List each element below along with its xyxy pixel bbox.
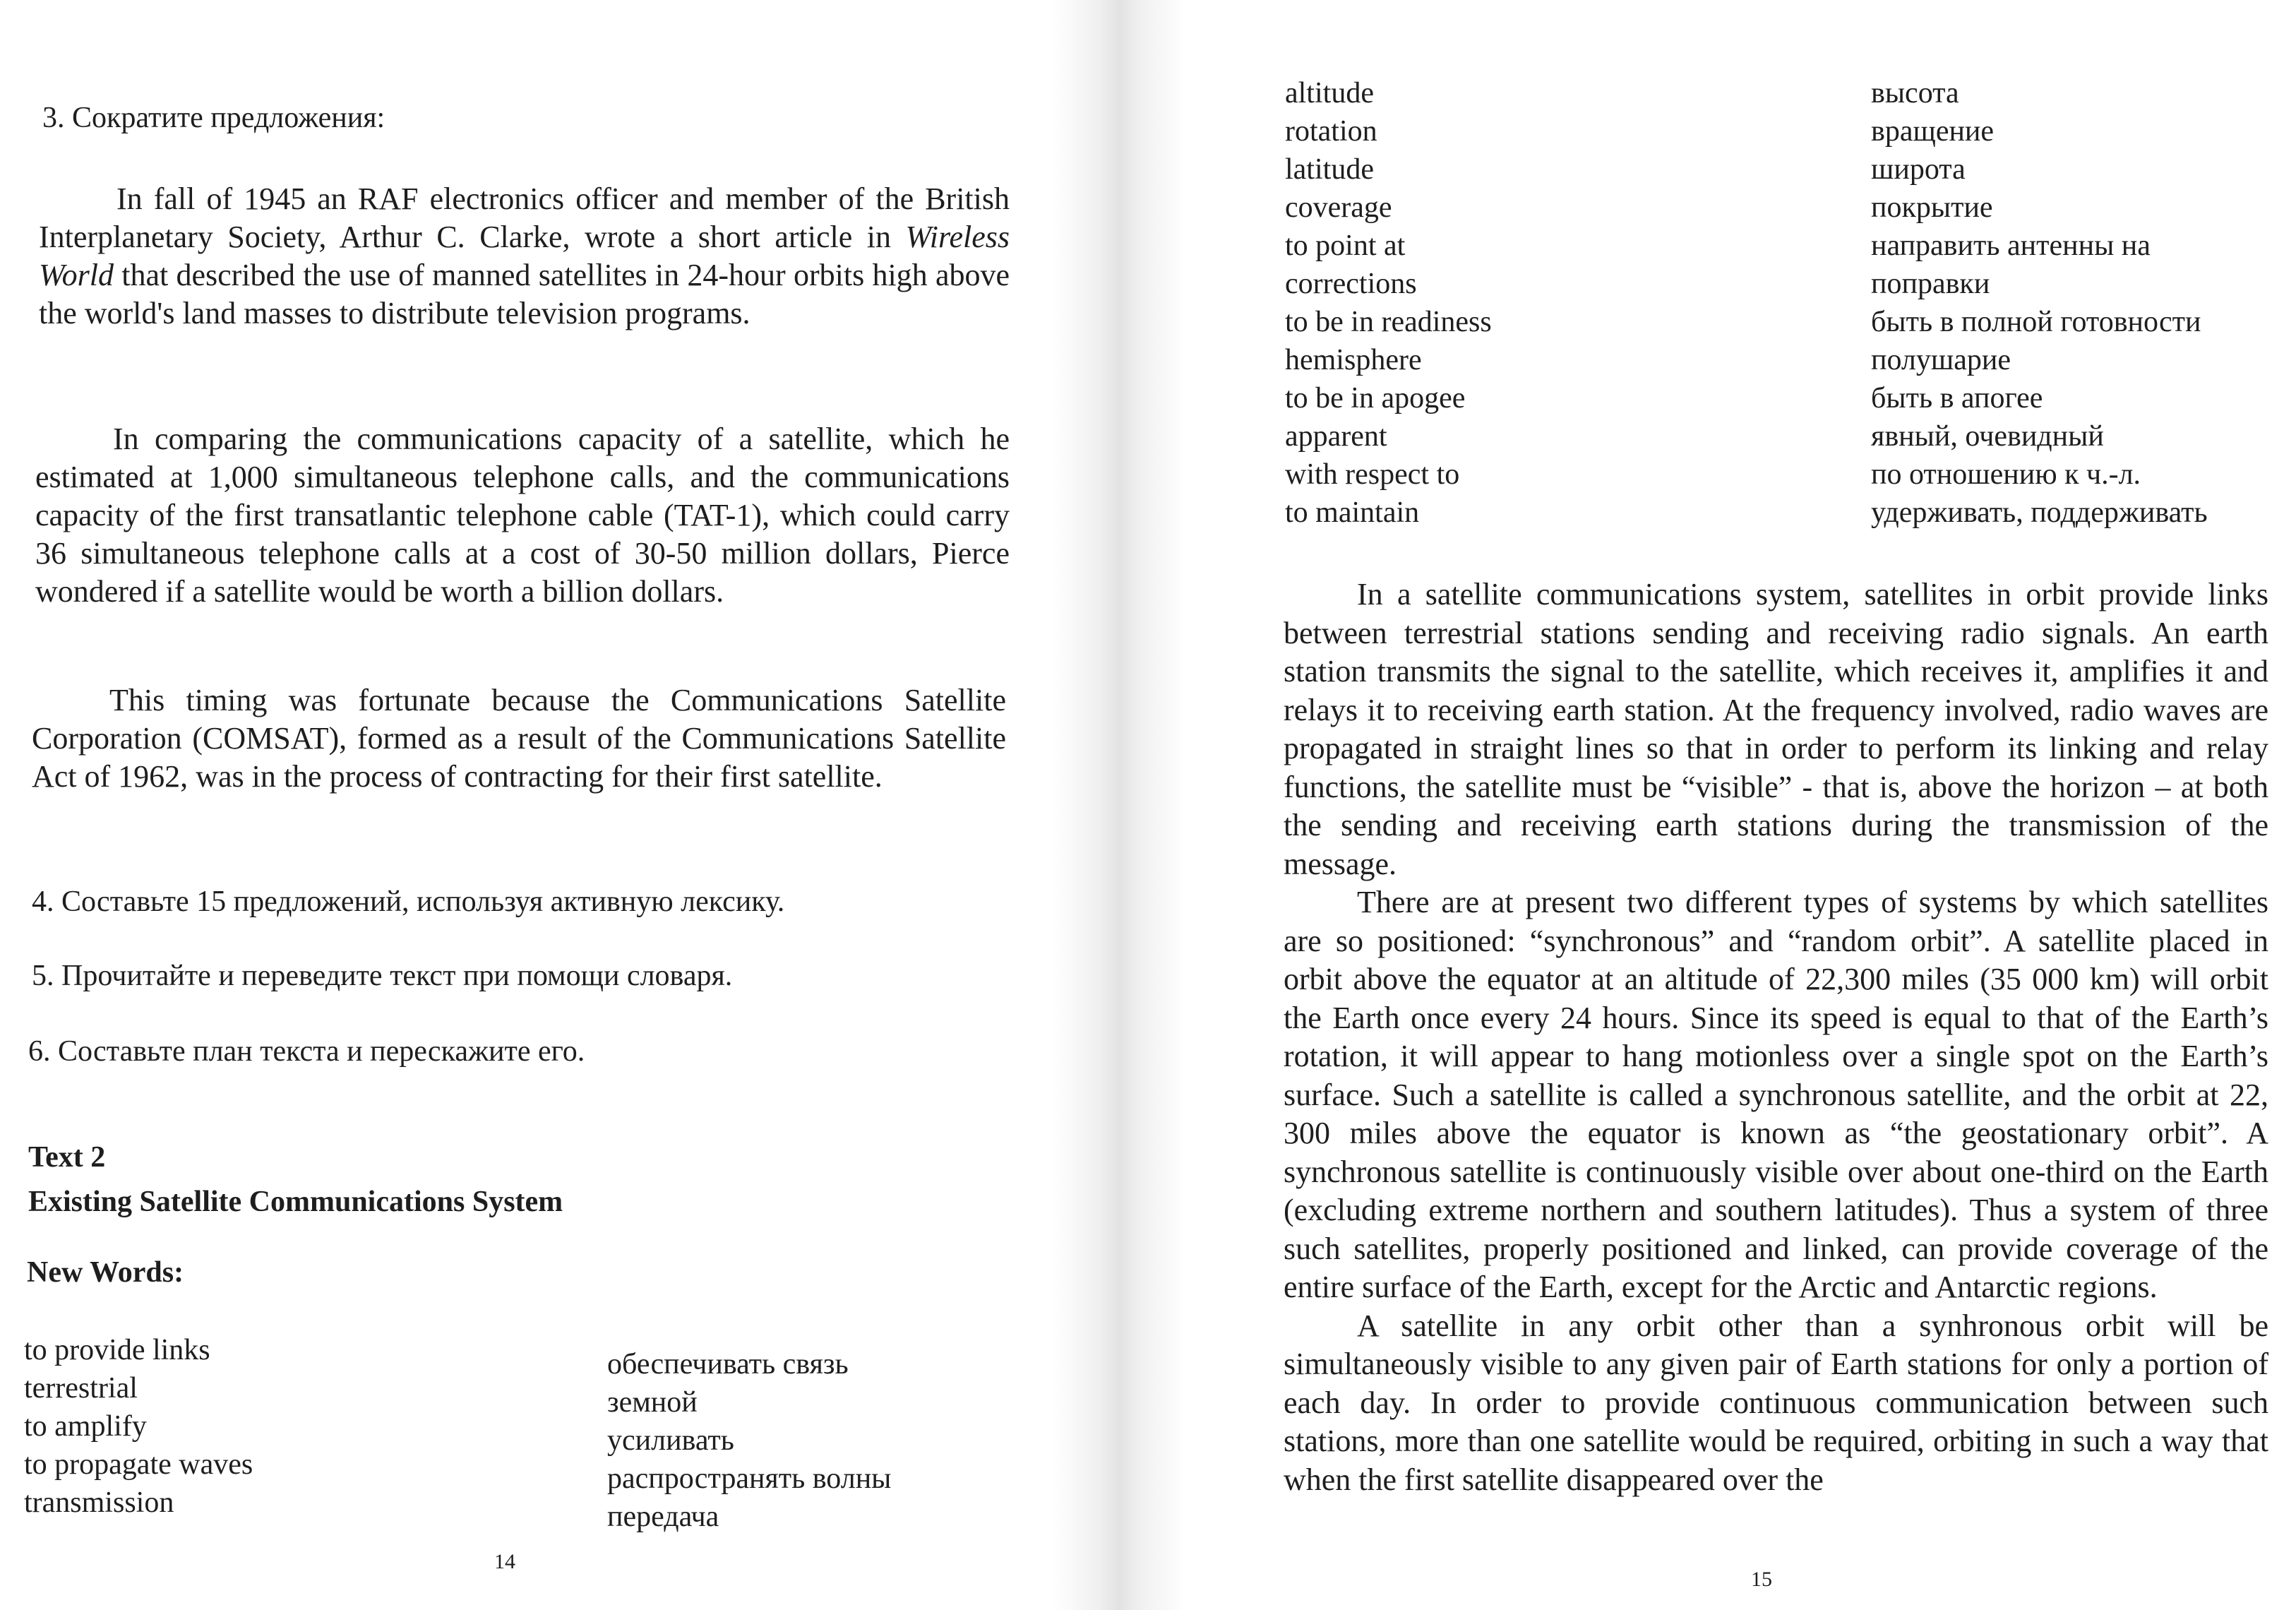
right-paragraph-2: There are at present two different types of systems by which satellites are so positioned: “synchronous” and “random orbit”. A satellite placed in orbit above the equator at an altitude of 22,300 miles (35 000 km) will orbit the Earth once every 24 hours. Since its speed is equal to that of the Earth’s rotation, it will appear to hang motionless over a single spot on the Earth’s surface. Such a satellite is called a synchronous satellite, and the orbit at 22, 300 miles above the equator is known as “the geostationary orbit”. A synchronous satellite is continuously visible over about one-third on the Earth (excluding extreme northern and southern latitudes). Thus a system of three such satellites, properly positioned and linked, can provide coverage of the entire surface of the Earth, except for the Arctic and Antarctic regions. (1284, 885, 2268, 1304)
vocab-ru-item: высота (1871, 77, 1959, 109)
vocab-ru-item: полушарие (1871, 344, 2011, 376)
task-6: 6. Составьте план текста и перескажите его. (28, 1035, 585, 1068)
vocab-ru-item: передача (607, 1501, 719, 1533)
vocab-en-item: apparent (1285, 420, 1387, 453)
right-page (1144, 0, 2296, 1610)
vocab-ru-item: обеспечивать связь (607, 1348, 849, 1381)
vocab-en-item: to point at (1285, 229, 1406, 262)
new-words-heading: New Words: (27, 1256, 184, 1289)
text-title: Existing Satellite Communications System (28, 1186, 563, 1218)
left-paragraph-2: In comparing the communications capacity of a satellite, which he estimated at 1,000 simultaneous telephone calls, and the communications capacity of the first transatlantic telephone cable (TAT-1), which could carry 36 simultaneous telephone calls at a cost of 30-50 million dollars, Pierce wondered if a satellite would be worth a billion dollars. (35, 422, 1010, 609)
vocab-en-item: transmission (24, 1486, 174, 1519)
vocab-ru-item: направить антенны на (1871, 229, 2151, 262)
text-heading: Text 2 (28, 1141, 106, 1174)
vocab-ru-item: земной (607, 1386, 698, 1419)
vocab-ru-item: распространять волны (607, 1462, 892, 1495)
vocab-en-item: coverage (1285, 191, 1392, 224)
left-page (0, 0, 1108, 1610)
vocab-en-item: to be in readiness (1285, 306, 1492, 338)
vocab-en-item: terrestrial (24, 1372, 138, 1405)
right-paragraph-1: In a satellite communications system, satellites in orbit provide links between terrestrial stations sending and receiving radio signals. An earth station transmits the signal to the satellite, which receives it, amplifies it and relays it to receiving earth station. At the frequency involved, radio waves are propagated in straight lines so that in order to perform its linking and relay functions, the satellite must be “visible” - that is, above the horizon – at both the sending and receiving earth stations during the transmission of the message. (1284, 577, 2268, 881)
right-body-text (1284, 576, 2268, 1499)
vocab-en-item: to propagate waves (24, 1448, 253, 1481)
vocab-ru-item: удерживать, поддерживать (1871, 496, 2208, 529)
left-vocab-english (24, 1331, 253, 1522)
left-paragraph-1-text-a: In fall of 1945 an RAF electronics officer and member of the British Interplanetary Society, Arthur C. Clarke, wrote a short article in (39, 181, 1010, 254)
left-paragraph-1 (39, 180, 1010, 333)
vocab-ru-item: вращение (1871, 115, 1995, 148)
vocab-ru-item: покрытие (1871, 191, 1993, 224)
vocab-en-item: altitude (1285, 77, 1374, 109)
vocab-en-item: with respect to (1285, 458, 1460, 491)
vocab-en-item: rotation (1285, 115, 1377, 148)
vocab-en-item: to provide links (24, 1334, 210, 1366)
left-paragraph-3: This timing was fortunate because the Communications Satellite Corporation (COMSAT), formed as a result of the Communications Satellite Act of 1962, was in the process of contracting for their first satellite. (32, 683, 1006, 794)
right-vocab-russian (1871, 74, 2208, 532)
vocab-en-item: hemisphere (1285, 344, 1422, 376)
vocab-ru-item: явный, очевидный (1871, 420, 2104, 453)
vocab-ru-item: усиливать (607, 1424, 734, 1457)
vocab-ru-item: быть в полной готовности (1871, 306, 2201, 338)
right-vocab-english (1285, 74, 1492, 532)
vocab-ru-item: широта (1871, 153, 1966, 186)
page-number-left: 14 (494, 1550, 515, 1573)
vocab-ru-item: быть в апогее (1871, 382, 2043, 415)
task-3: 3. Сократите предложения: (42, 102, 385, 134)
vocab-en-item: corrections (1285, 268, 1417, 300)
page-number-right: 15 (1751, 1568, 1772, 1591)
task-4: 4. Составьте 15 предложений, используя активную лексику. (32, 886, 785, 918)
vocab-ru-item: по отношению к ч.-л. (1871, 458, 2141, 491)
task-5: 5. Прочитайте и переведите текст при помощи словаря. (32, 960, 733, 992)
vocab-en-item: to amplify (24, 1410, 147, 1443)
vocab-en-item: latitude (1285, 153, 1374, 186)
vocab-en-item: to maintain (1285, 496, 1420, 529)
vocab-ru-item: поправки (1871, 268, 1990, 300)
left-paragraph-1-text-b: that described the use of manned satellites in 24-hour orbits high above the world's land masses to distribute television programs. (39, 258, 1010, 330)
vocab-en-item: to be in apogee (1285, 382, 1466, 415)
journal-title-italic: Wireless World (39, 220, 1010, 292)
left-vocab-russian (607, 1345, 891, 1536)
right-paragraph-3: A satellite in any orbit other than a synhronous orbit will be simultaneously visible to any given pair of Earth stations for only a portion of each day. In order to provide continuous communication between such stations, more than one satellite would be required, orbiting in such a way that when the first satellite disappeared over the (1284, 1308, 2268, 1497)
